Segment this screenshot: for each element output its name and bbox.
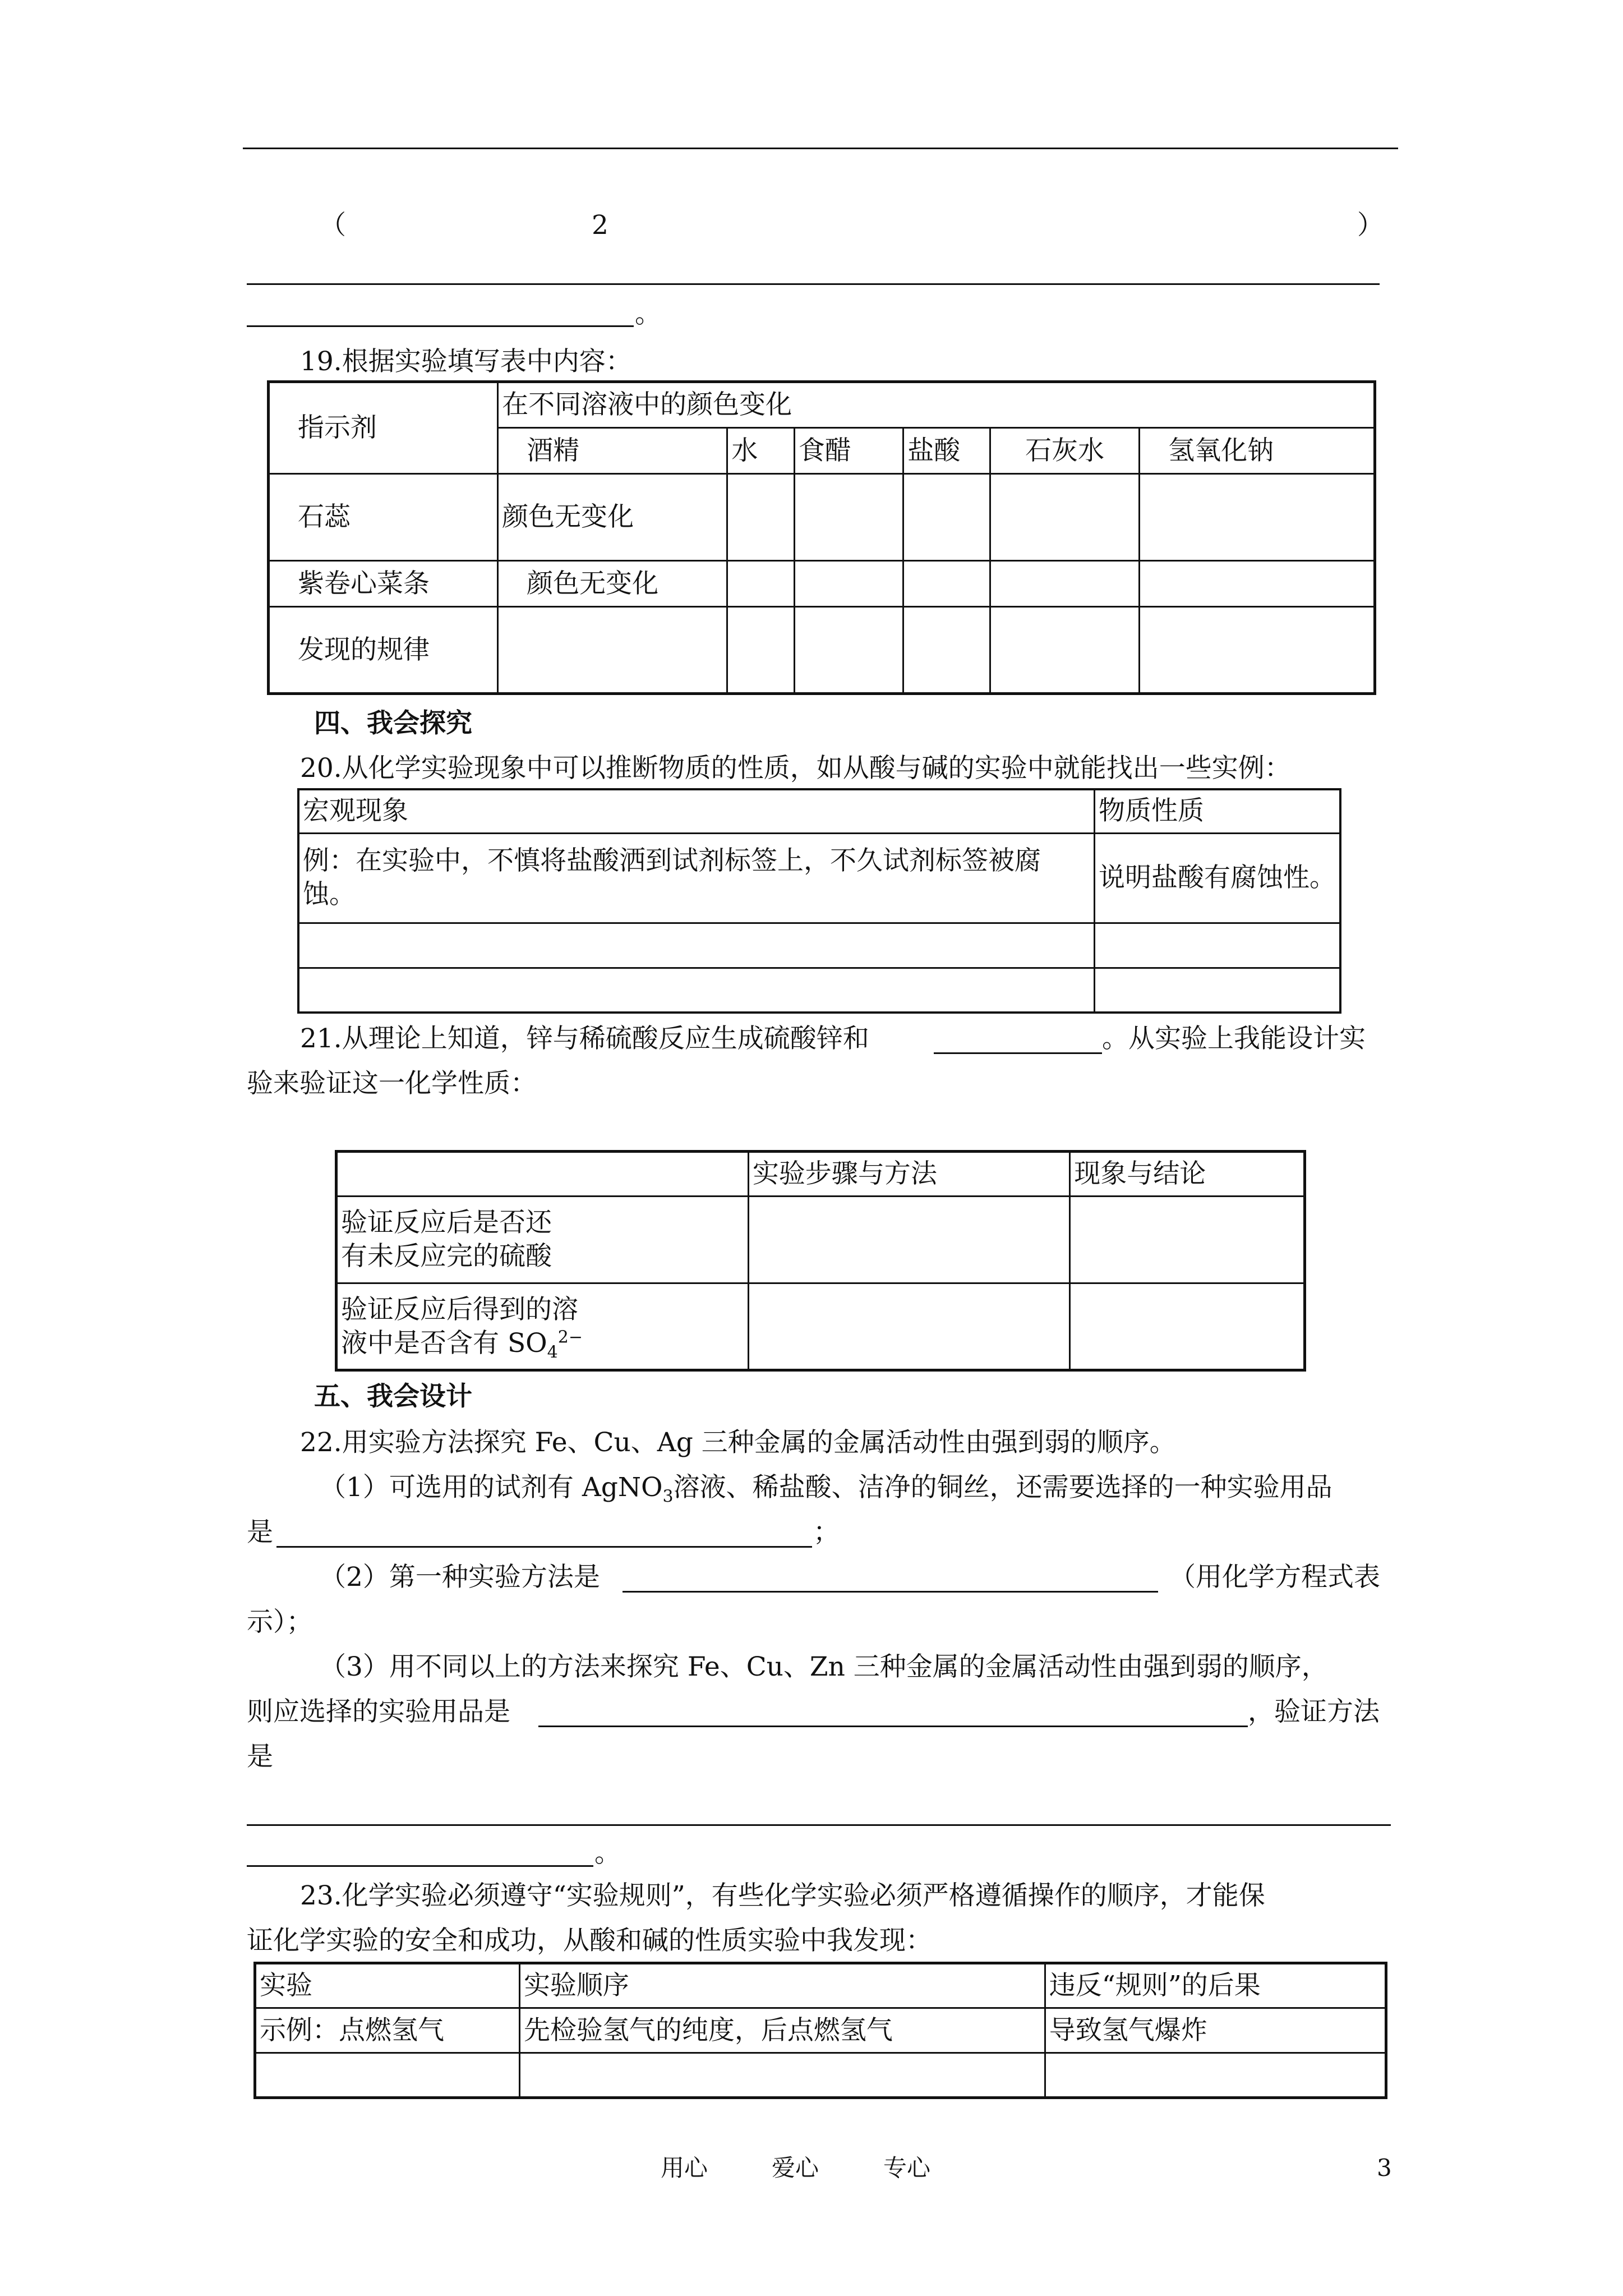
q19-h-indicator: 指示剂: [269, 382, 498, 474]
q22-text: 22.用实验方法探究 Fe、Cu、Ag 三种金属的金属活动性由强到弱的顺序。: [300, 1427, 1176, 1458]
q21-table: [335, 1150, 1306, 1372]
paren-open: （: [320, 210, 346, 241]
answer-line: [247, 1865, 593, 1867]
q21-h2: 现象与结论: [1070, 1152, 1305, 1197]
q20-table: [297, 788, 1341, 1014]
q19-table: [267, 380, 1376, 695]
q21-text-b: 。从实验上我能设计实: [1102, 1023, 1366, 1054]
footer-a: 用心: [661, 2154, 708, 2182]
q21-cell: [748, 1283, 1069, 1370]
q20-cell: [1095, 968, 1341, 1013]
answer-line: [247, 325, 634, 327]
q19-h-color: 在不同溶液中的颜色变化: [498, 382, 1375, 428]
q20-text: 20.从化学实验现象中可以推断物质的性质，如从酸与碱的实验中就能找出一些实例：: [300, 753, 1291, 784]
q22-p2c: 示）；: [247, 1607, 313, 1637]
q22-blank-3: [538, 1726, 1248, 1727]
q21-text-a: 21.从理论上知道，锌与稀硫酸反应生成硫酸锌和: [300, 1023, 869, 1054]
q23-example-1: 示例：点燃氢气: [255, 2008, 520, 2053]
q21-cell: [1070, 1197, 1305, 1283]
q20-cell: [298, 923, 1095, 968]
q20-cell: [298, 968, 1095, 1013]
paren-number: 2: [592, 210, 608, 241]
header-rule: [243, 148, 1398, 149]
q19-cell: [498, 607, 727, 694]
q22-p3d: 是: [247, 1741, 273, 1772]
q19-cell: [990, 561, 1139, 607]
q23-h1: 实验: [255, 1963, 520, 2008]
q22-blank-1: [276, 1546, 812, 1548]
q20-cell: [1095, 923, 1341, 968]
q23-example-3: 导致氢气爆炸: [1045, 2008, 1386, 2053]
q22-p1-end: ；: [813, 1517, 840, 1548]
q23-table: [253, 1962, 1387, 2099]
q21-cell: [748, 1197, 1069, 1283]
q20-h1: 宏观现象: [298, 789, 1095, 833]
q19-col: 食醋: [794, 428, 903, 474]
q20-h2: 物质性质: [1095, 789, 1341, 833]
period: 。: [635, 298, 661, 329]
q22-p1c: 是: [247, 1517, 273, 1548]
q23-h2: 实验顺序: [519, 1963, 1045, 2008]
q23-h3: 违反“规则”的后果: [1045, 1963, 1386, 2008]
q23-cell: [519, 2053, 1045, 2098]
footer-b: 爱心: [772, 2154, 819, 2182]
q22-p2a: （2）第一种实验方法是: [320, 1562, 600, 1593]
q19-cell: [794, 474, 903, 561]
q19-cell: [727, 607, 795, 694]
q21-blank: [934, 1052, 1102, 1054]
q22-p3c: ，验证方法: [1248, 1696, 1380, 1727]
q21-row-label: 验证反应后得到的溶 液中是否含有 $SO_4^{2-}$: [336, 1283, 749, 1370]
q19-cell: 颜色无变化: [498, 561, 727, 607]
q21-cell: [336, 1152, 749, 1197]
paren-close: ）: [1357, 210, 1384, 241]
q21-row-label: 验证反应后是否还 有未反应完的硫酸: [336, 1197, 749, 1283]
q19-cell: [990, 607, 1139, 694]
q22-p3a: （3）用不同以上的方法来探究 Fe、Cu、Zn 三种金属的金属活动性由强到弱的顺序，: [320, 1651, 1328, 1682]
q19-row-label: 紫卷心菜条: [269, 561, 498, 607]
q23-text-b: 证化学实验的安全和成功，从酸和碱的性质实验中我发现：: [247, 1925, 932, 1956]
q19-cell: [990, 474, 1139, 561]
section-5-title: 五、我会设计: [314, 1381, 472, 1412]
q19-row-label: 石蕊: [269, 474, 498, 561]
q19-cell: [727, 561, 795, 607]
q19-cell: [903, 474, 990, 561]
answer-line: [247, 1824, 1391, 1826]
q21-cell: [1070, 1283, 1305, 1370]
q19-cell: [727, 474, 795, 561]
q22-p2b: （用化学方程式表: [1169, 1562, 1380, 1593]
q19-cell: [1140, 561, 1375, 607]
q19-cell: [903, 561, 990, 607]
answer-line: [247, 283, 1380, 285]
q19-col: 氢氧化钠: [1140, 428, 1375, 474]
q19-col: 石灰水: [990, 428, 1139, 474]
q23-cell: [255, 2053, 520, 2098]
q23-text-a: 23.化学实验必须遵守“实验规则”，有些化学实验必须严格遵循操作的顺序，才能保: [300, 1880, 1265, 1911]
section-4-title: 四、我会探究: [314, 708, 472, 739]
q20-example-prop: 说明盐酸有腐蚀性。: [1095, 833, 1341, 923]
q19-cell: [794, 607, 903, 694]
q21-text-c: 验来验证这一化学性质：: [247, 1068, 537, 1099]
footer-c: 专心: [883, 2154, 931, 2182]
q19-cell: [1140, 474, 1375, 561]
page-number: 3: [1377, 2154, 1392, 2182]
q19-col: 水: [727, 428, 795, 474]
q19-cell: [794, 561, 903, 607]
q22-p1a: （1）可选用的试剂有 AgNO$_3$溶液、稀盐酸、洁净的铜丝，还需要选择的一种实验用品: [320, 1472, 1332, 1507]
q19-col: 盐酸: [903, 428, 990, 474]
q21-h1: 实验步骤与方法: [748, 1152, 1069, 1197]
q19-row-label: 发现的规律: [269, 607, 498, 694]
q19-cell: 颜色无变化: [498, 474, 727, 561]
q22-p3b: 则应选择的实验用品是: [247, 1696, 510, 1727]
q23-cell: [1045, 2053, 1386, 2098]
q19-col: 酒精: [498, 428, 727, 474]
q19-cell: [1140, 607, 1375, 694]
period: 。: [594, 1838, 621, 1869]
q19-text: 19.根据实验填写表中内容：: [300, 346, 632, 377]
q23-example-2: 先检验氢气的纯度，后点燃氢气: [519, 2008, 1045, 2053]
q19-cell: [903, 607, 990, 694]
q20-example: 例：在实验中，不慎将盐酸洒到试剂标签上，不久试剂标签被腐 蚀。: [298, 833, 1095, 923]
q22-blank-2: [623, 1591, 1158, 1593]
